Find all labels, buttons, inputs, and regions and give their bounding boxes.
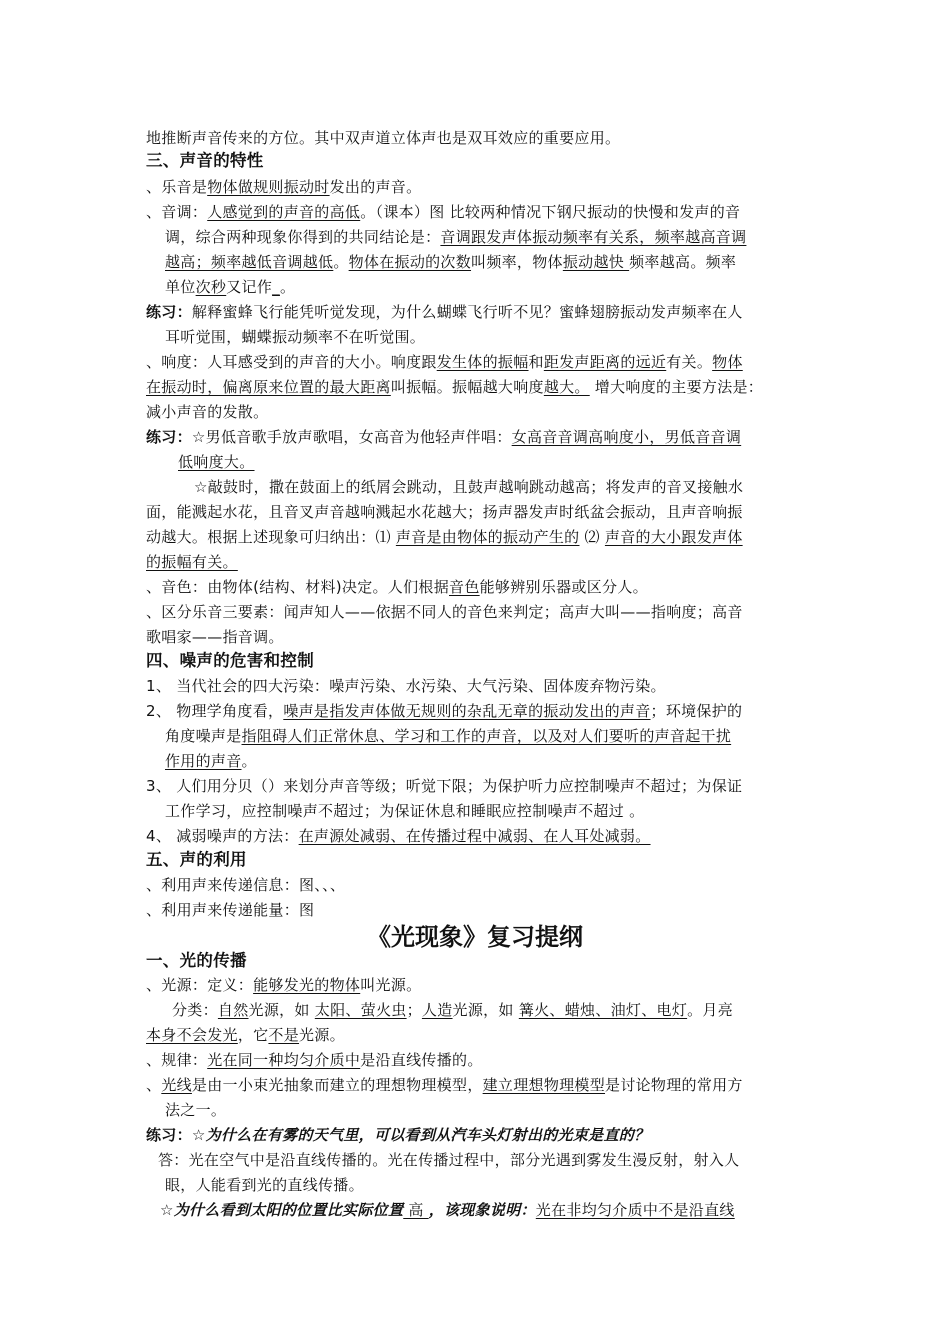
text-line: 地推断声音传来的方位。其中双声道立体声也是双耳效应的重要应用。 [146, 129, 621, 147]
exercise-line: 练习：☆男低音歌手放声歌唱，女高音为他轻声伴唱：女高音音调高响度小，男低音音调 [146, 428, 742, 446]
text-line: 本身不会发光，它不是光源。 [146, 1026, 345, 1044]
text-line: 减小声音的发散。 [146, 403, 269, 421]
chapter-title: 《光现象》复习提纲 [367, 922, 583, 951]
text-line: 分类：自然光源，如 太阳、萤火虫；人造光源，如 篝火、蜡烛、油灯、电灯。月亮 [172, 1001, 734, 1019]
text-line: 在振动时，偏离原来位置的最大距离叫振幅。振幅越大响度越大。 增大响度的主要方法是： [146, 378, 764, 396]
text-line: 歌唱家——指音调。 [146, 628, 284, 646]
exercise-line: ☆为什么看到太阳的位置比实际位置 高 ，该现象说明：光在非均匀介质中不是沿直线 [160, 1201, 735, 1219]
section-heading: 四、噪声的危害和控制 [146, 651, 314, 670]
text-line: 、音调：人感觉到的声音的高低。（课本）图 比较两种情况下钢尺振动的快慢和发声的音 [146, 203, 741, 221]
text-line: 法之一。 [165, 1101, 227, 1119]
text-line: 、利用声来传递能量：图 [146, 901, 315, 919]
text-line: 、光线是由一小束光抽象而建立的理想物理模型，建立理想物理模型是讨论物理的常用方 [146, 1076, 743, 1094]
text-line: 、区分乐音三要素：闻声知人——依据不同人的音色来判定；高声大叫——指响度；高音 [146, 603, 743, 621]
text-line: 、规律：光在同一种均匀介质中是沿直线传播的。 [146, 1051, 483, 1069]
text-line: 角度噪声是指阻碍人们正常休息、学习和工作的声音，以及对人们要听的声音起干扰 [165, 727, 732, 745]
text-line: 、利用声来传递信息：图、、、 [146, 876, 346, 894]
text-line: 、乐音是物体做规则振动时发出的声音。 [146, 178, 422, 196]
section-heading: 一、光的传播 [146, 951, 247, 970]
text-line: 作用的声音。 [165, 752, 257, 770]
text-line: 单位次秒又记作_。 [165, 278, 296, 296]
text-line: 、响度：人耳感受到的声音的大小。响度跟发生体的振幅和距发声距离的远近有关。物体 [146, 353, 743, 371]
text-line: 答：光在空气中是沿直线传播的。光在传播过程中，部分光遇到雾发生漫反射，射入人 [158, 1151, 740, 1169]
exercise-line: 练习：☆为什么在有雾的天气里，可以看到从汽车头灯射出的光束是直的？ [146, 1126, 650, 1144]
text-line: 面，能溅起水花，且音叉声音越响溅起水花越大；扬声器发声时纸盆会振动，且声音响振 [146, 503, 743, 521]
text-line: 工作学习，应控制噪声不超过；为保证休息和睡眠应控制噪声不超过 。 [165, 802, 645, 820]
text-line: 4、 减弱噪声的方法：在声源处减弱、在传播过程中减弱、在人耳处减弱。 [146, 827, 651, 845]
text-line: 、光源：定义：能够发光的物体叫光源。 [146, 976, 422, 994]
text-line: 动越大。根据上述现象可归纳出：⑴ 声音是由物体的振动产生的 ⑵ 声音的大小跟发声体 [146, 528, 743, 546]
text-line: 低响度大。 [178, 453, 255, 471]
text-line: 1、 当代社会的四大污染：噪声污染、水污染、大气污染、固体废弃物污染。 [146, 677, 666, 695]
exercise-line: 练习：解释蜜蜂飞行能凭听觉发现，为什么蝴蝶飞行听不见？蜜蜂翅膀振动发声频率在人 [146, 303, 743, 321]
text-line: 3、 人们用分贝（）来划分声音等级；听觉下限；为保护听力应控制噪声不超过；为保证 [146, 777, 743, 795]
text-line: 2、 物理学角度看，噪声是指发声体做无规则的杂乱无章的振动发出的声音；环境保护的 [146, 702, 743, 720]
text-line: 眼，人能看到光的直线传播。 [165, 1176, 364, 1194]
section-heading: 五、声的利用 [146, 850, 247, 869]
section-heading: 三、声音的特性 [146, 151, 264, 170]
text-line: 的振幅有关。 [146, 553, 238, 571]
text-line: ☆敲鼓时，撒在鼓面上的纸屑会跳动，且鼓声越响跳动越高；将发声的音叉接触水 [194, 478, 744, 496]
text-line: 调，综合两种现象你得到的共同结论是：音调跟发声体振动频率有关系，频率越高音调 [165, 228, 747, 246]
text-line: 越高；频率越低音调越低。物体在振动的次数叫频率，物体振动越快 频率越高。频率 [165, 253, 737, 271]
text-line: 、音色：由物体(结构、材料)决定。人们根据音色能够辨别乐器或区分人。 [146, 578, 648, 596]
text-line: 耳听觉围，蝴蝶振动频率不在听觉围。 [165, 328, 426, 346]
